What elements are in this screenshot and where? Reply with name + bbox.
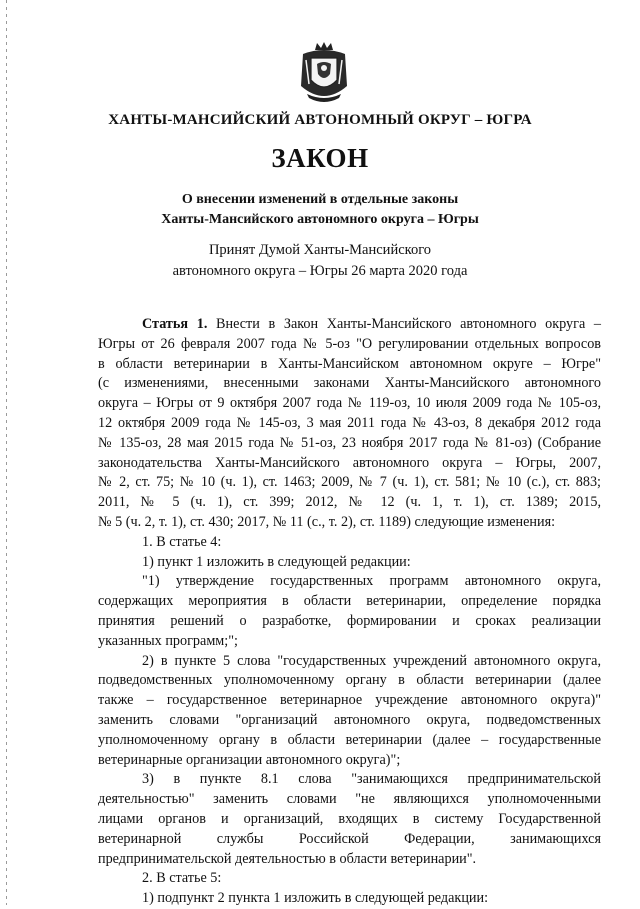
body-line: 3) в пункте 8.1 слова "занимающихся предпринимательской (142, 771, 601, 788)
body-line: 12 октября 2009 года № 145-оз, 3 мая 2011 года № 43-оз, 8 декабря 2012 года (98, 414, 601, 431)
body-line (98, 315, 601, 335)
body-line: предпринимательской деятельностью в области ветеринарии". (98, 850, 477, 867)
body-line: принятия решений о разработке, формировании и сроках реализации (98, 612, 601, 629)
body-line: № 2, ст. 75; № 10 (ч. 1), ст. 1463; 2009, № 7 (ч. 1), ст. 581; № 10 (с.), ст. 883; (98, 474, 601, 491)
body-line: 2) в пункте 5 слова "государственных учреждений автономного округа, (142, 652, 601, 669)
body-line: заменить словами "организаций автономного округа, подведомственных (98, 711, 601, 728)
law-body (98, 315, 601, 909)
body-line: содержащих мероприятия в области ветеринарии, определение порядка (98, 593, 601, 610)
body-line: 2. В статье 5: (142, 870, 222, 887)
body-line: законодательства Ханты-Мансийского автономного округа – Югры, 2007, (98, 454, 601, 471)
region-heading: ХАНТЫ-МАНСИЙСКИЙ АВТОНОМНЫЙ ОКРУГ – ЮГРА (108, 112, 532, 128)
body-line: 1) пункт 1 изложить в следующей редакции: (142, 553, 411, 570)
body-line: также – государственное ветеринарное учреждение автономного округа)" (98, 692, 601, 709)
document-type-title: ЗАКОН (271, 143, 369, 173)
body-line: в области ветеринарии в Ханты-Мансийском автономном округе – Югре" (98, 355, 601, 372)
body-line: 1. В статье 4: (142, 533, 222, 550)
body-line: "1) утверждение государственных программ автономного округа, (142, 573, 601, 590)
body-line: подведомственных уполномоченному органу в области ветеринарии (далее (98, 672, 601, 689)
body-line: 1) подпункт 2 пункта 1 изложить в следующей редакции: (142, 890, 489, 907)
body-line: уполномоченному органу в области ветеринарии (далее – государственные (98, 731, 601, 748)
coat-of-arms-emblem-icon (297, 40, 351, 106)
law-subtitle (0, 190, 640, 230)
subtitle-line: Ханты-Мансийского автономного округа – Югры (161, 212, 479, 227)
article-label: Статья 1. (142, 316, 208, 332)
adoption-line: автономного округа – Югры 26 марта 2020 года (172, 263, 468, 279)
body-line: № 5 (ч. 2, т. 1), ст. 430; 2017, № 11 (с., т. 2), ст. 1189) следующие изменения: (98, 513, 556, 530)
subtitle-line: О внесении изменений в отдельные законы (181, 192, 459, 207)
body-line: № 135-оз, 28 мая 2015 года № 51-оз, 23 ноября 2017 года № 81-оз) (Собрание (98, 434, 601, 451)
adoption-line: Принят Думой Ханты-Мансийского (208, 242, 432, 258)
body-line-text: Внести в Закон Ханты-Мансийского автономного округа – (207, 316, 601, 332)
body-line: ветеринарные организации автономного округа)"; (98, 751, 401, 768)
body-line: лицами органов и организаций, входящих в систему Государственной (98, 810, 601, 827)
body-line: округа – Югры от 9 октября 2007 года № 119-оз, 10 июля 2009 года № 105-оз, (98, 395, 601, 412)
body-line: 2011, № 5 (ч. 1), ст. 399; 2012, № 12 (ч. 1, т. 1), ст. 1389; 2015, (98, 494, 601, 511)
body-line: (с изменениями, внесенными законами Ханты-Мансийского автономного (98, 375, 601, 392)
body-line: Югры от 26 февраля 2007 года № 5-оз "О регулировании отдельных вопросов (98, 335, 601, 352)
body-line: деятельностью" заменить словами "не являющихся уполномоченными (98, 791, 601, 808)
adoption-note (0, 240, 640, 282)
scan-edge-artifact (6, 0, 7, 905)
body-line: ветеринарной службы Российской Федерации, занимающихся (98, 830, 601, 847)
body-line: указанных программ;"; (98, 632, 238, 649)
